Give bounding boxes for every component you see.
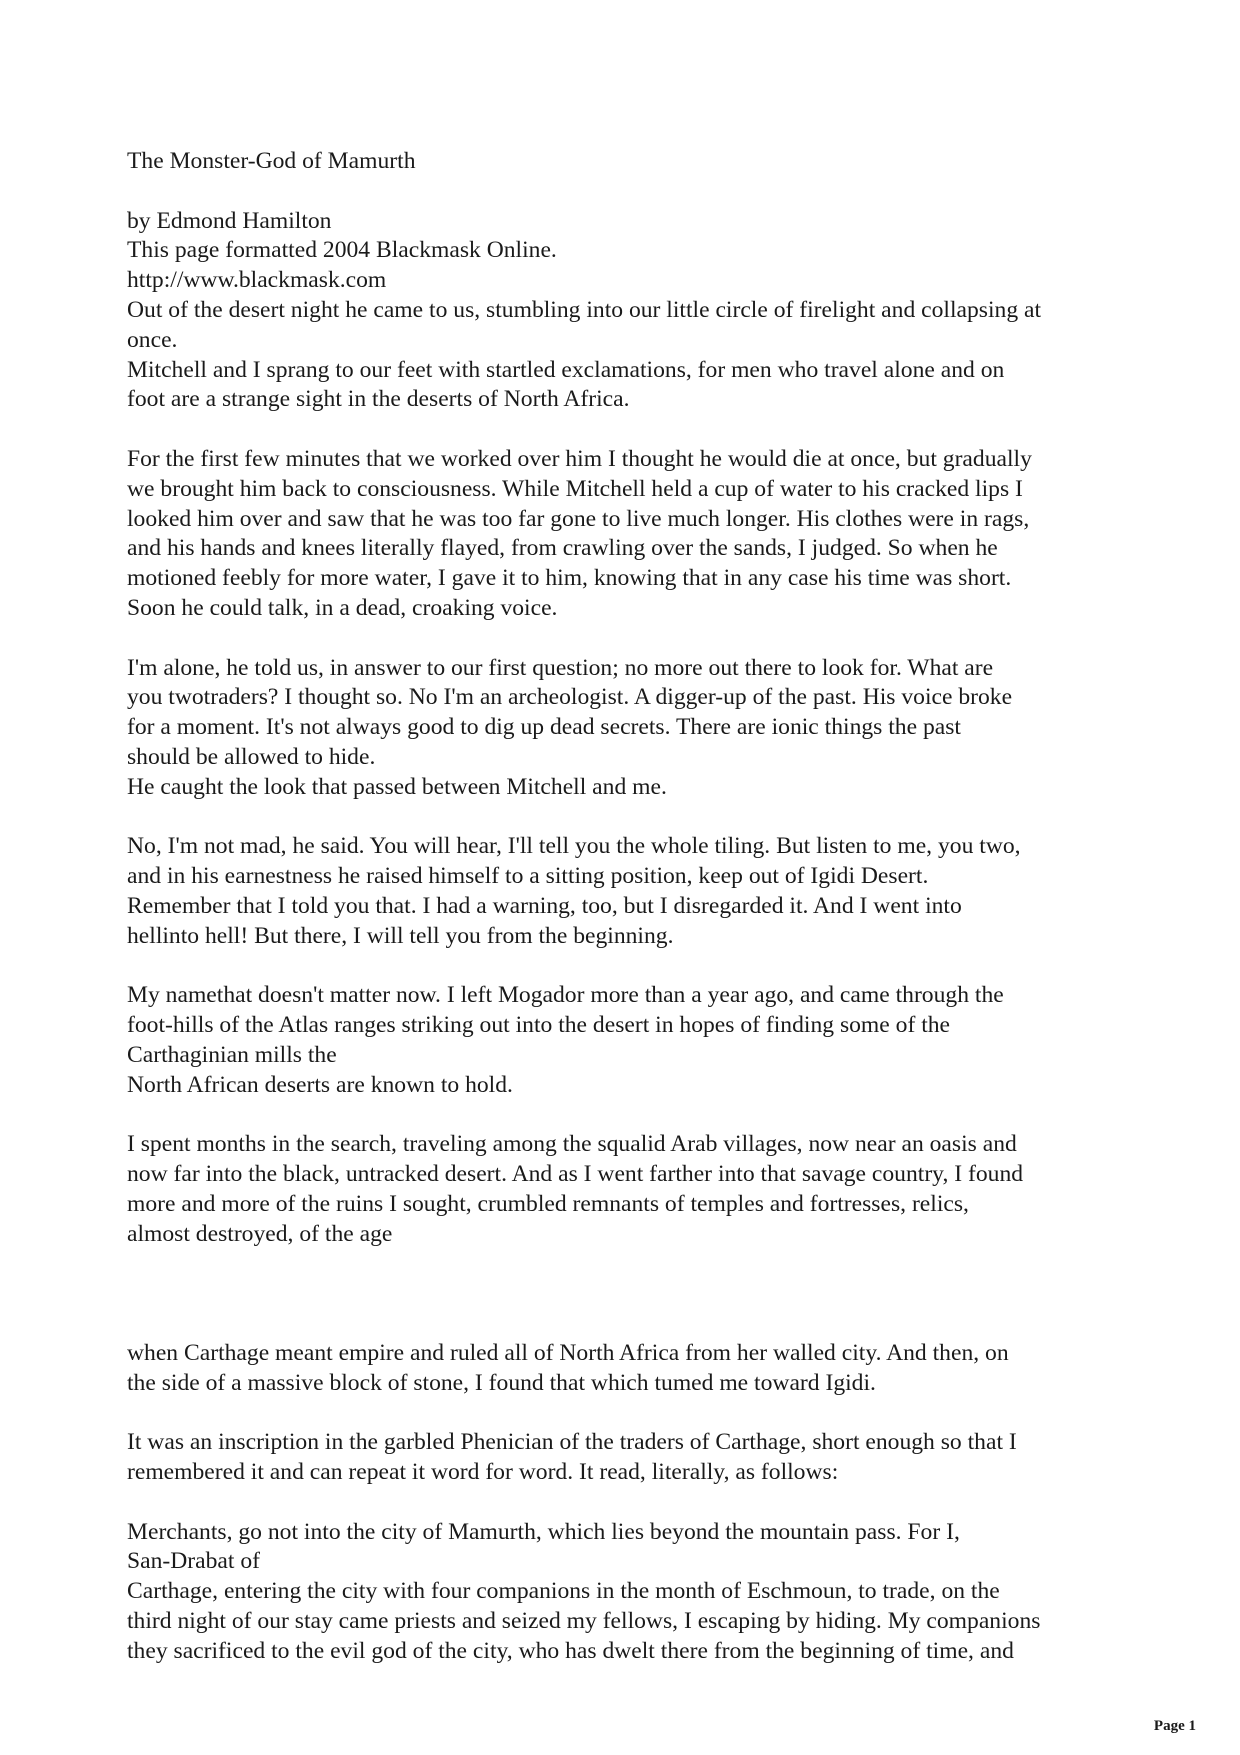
document-title: The Monster-God of Mamurth [127,148,416,174]
source-url: http://www.blackmask.com [127,267,387,294]
page-number: Page 1 [1153,1718,1196,1734]
text-line: It was an inscription in the garbled Phenician of the traders of Carthage, short enough so that I [127,1429,1017,1456]
text-line: third night of our stay came priests and seized my fellows, I escaping by hiding. My companions [127,1608,1041,1635]
text-line: looked him over and saw that he was too far gone to live much longer. His clothes were in rags, [127,505,1030,532]
text-line: Merchants, go not into the city of Mamurth, which lies beyond the mountain pass. For I, [127,1518,960,1545]
text-line: Carthaginian mills the [127,1041,337,1068]
blank-line [127,1398,1137,1428]
text-line: Mitchell and I sprang to our feet with startled exclamations, for men who travel alone and on [127,356,1005,383]
text-line: once. [127,326,178,353]
text-line: San-Drabat of [127,1548,260,1575]
text-line: when Carthage meant empire and ruled all of North Africa from her walled city. And then, on [127,1339,1009,1366]
text-line: Remember that I told you that. I had a warning, too, but I disregarded it. And I went into [127,892,962,919]
blank-line [127,1488,1137,1518]
text-line: foot are a strange sight in the deserts of North Africa. [127,386,630,413]
blank-line [127,177,1137,207]
text-line: Soon he could talk, in a dead, croaking voice. [127,594,558,621]
text-line: remembered it and can repeat it word for word. It read, literally, as follows: [127,1459,839,1486]
blank-line [127,952,1137,982]
story-text-part-2 [127,1339,1137,1667]
text-line: they sacrificed to the evil god of the city, who has dwelt there from the beginning of time, and [127,1637,1014,1664]
text-line: almost destroyed, of the age [127,1220,393,1247]
text-line: My namethat doesn't matter now. I left Mogador more than a year ago, and came through the [127,982,1004,1009]
text-line: foot-hills of the Atlas ranges striking out into the desert in hopes of finding some of the [127,1012,951,1039]
byline: by Edmond Hamilton [127,207,332,234]
story-text-part-1 [127,296,1137,1250]
text-line: No, I'm not mad, he said. You will hear, I'll tell you the whole tiling. But listen to me, you two, [127,833,1021,860]
format-note: This page formatted 2004 Blackmask Online. [127,237,557,264]
text-line: should be allowed to hide. [127,743,376,770]
text-line: Carthage, entering the city with four companions in the month of Eschmoun, to trade, on the [127,1578,1000,1605]
blank-line [127,1101,1137,1131]
text-line: we brought him back to consciousness. While Mitchell held a cup of water to his cracked lips I [127,475,1023,502]
text-line: hellinto hell! But there, I will tell you from the beginning. [127,922,674,949]
text-line: and his hands and knees literally flayed, from crawling over the sands, I judged. So when he [127,535,998,562]
text-line: more and more of the ruins I sought, crumbled remnants of temples and fortresses, relics, [127,1190,969,1217]
text-line: Out of the desert night he came to us, stumbling into our little circle of firelight and collapsing at [127,296,1042,323]
text-line: I'm alone, he told us, in answer to our first question; no more out there to look for. What are [127,654,994,681]
text-line: for a moment. It's not always good to dig up dead secrets. There are ionic things the past [127,714,961,741]
text-line: the side of a massive block of stone, I found that which tumed me toward Igidi. [127,1369,876,1396]
text-line: For the first few minutes that we worked over him I thought he would die at once, but gradually [127,445,1032,472]
blank-line [127,415,1137,445]
text-line: He caught the look that passed between Mitchell and me. [127,773,667,800]
text-line: now far into the black, untracked desert. And as I went farther into that savage country, I found [127,1161,1024,1188]
text-line: you twotraders? I thought so. No I'm an archeologist. A digger-up of the past. His voice broke [127,684,1013,711]
document-body [127,147,1137,1667]
page-break-gap [127,1249,1137,1338]
blank-line [127,624,1137,654]
text-line: North African deserts are known to hold. [127,1071,513,1098]
text-line: and in his earnestness he raised himself to a sitting position, keep out of Igidi Desert. [127,863,929,890]
text-line: motioned feebly for more water, I gave it to him, knowing that in any case his time was short. [127,565,1012,592]
blank-line [127,803,1137,833]
text-line: I spent months in the search, traveling among the squalid Arab villages, now near an oasis and [127,1131,1017,1158]
